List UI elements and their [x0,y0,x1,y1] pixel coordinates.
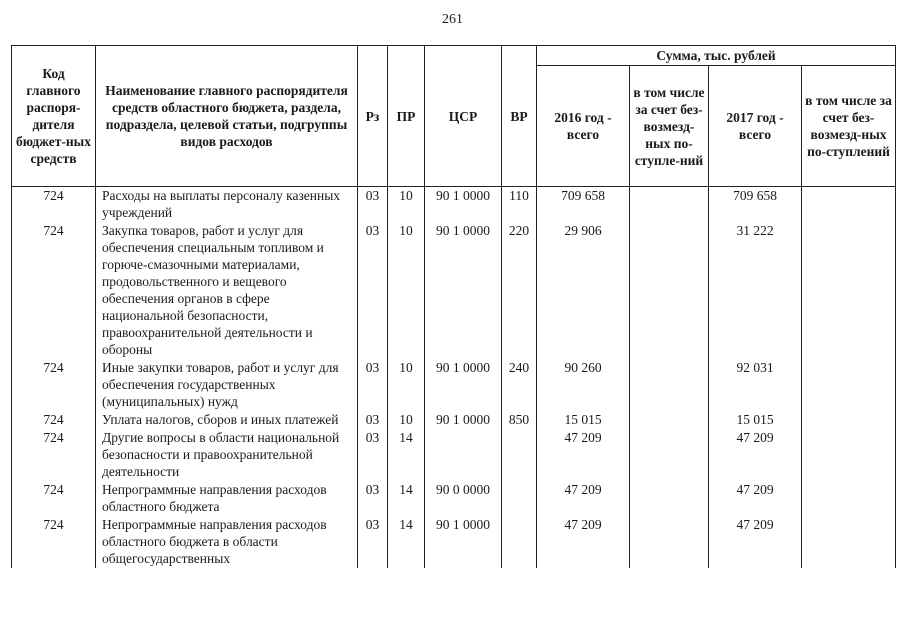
row-2017-grants [802,516,896,568]
row-2016-grants [630,429,709,481]
row-2017-grants [802,222,896,359]
row-pr: 10 [388,359,425,411]
row-code: 724 [12,187,96,223]
row-pr: 10 [388,222,425,359]
table-row [12,222,896,359]
row-name: Непрограммные направления расходов областного бюджета [96,481,358,516]
row-code: 724 [12,516,96,568]
row-rz: 03 [358,481,388,516]
budget-table [11,45,896,568]
header-code: Код главного распоря-дителя бюджет-ных средств [12,46,96,187]
table-row [12,411,896,429]
row-2017-grants [802,481,896,516]
row-name: Уплата налогов, сборов и иных платежей [96,411,358,429]
table-row [12,359,896,411]
row-csr: 90 1 0000 [425,222,502,359]
row-vr [502,429,537,481]
row-name: Закупка товаров, работ и услуг для обеспечения специальным топливом и горюче-смазочными материалами, продовольственного и вещевого обеспечения органов в сфере национальной безопасности, правоохранительной деятельности и обороны [96,222,358,359]
row-vr: 220 [502,222,537,359]
row-2016-total: 47 209 [537,516,630,568]
header-vr: ВР [502,46,537,187]
row-vr: 110 [502,187,537,223]
header-name: Наименование главного распорядителя средств областного бюджета, раздела, подраздела, целевой статьи, подгруппы видов расходов [96,46,358,187]
row-2016-total: 47 209 [537,481,630,516]
row-rz: 03 [358,516,388,568]
row-csr: 90 1 0000 [425,187,502,223]
row-csr: 90 0 0000 [425,481,502,516]
row-vr: 240 [502,359,537,411]
row-pr: 10 [388,411,425,429]
table-row [12,187,896,223]
row-2016-total: 90 260 [537,359,630,411]
row-pr: 14 [388,429,425,481]
row-2016-grants [630,411,709,429]
table-body [12,187,896,569]
row-2017-total: 15 015 [709,411,802,429]
table-row [12,429,896,481]
row-pr: 14 [388,481,425,516]
row-2016-total: 709 658 [537,187,630,223]
row-csr: 90 1 0000 [425,411,502,429]
row-name: Иные закупки товаров, работ и услуг для обеспечения государственных (муниципальных) нужд [96,359,358,411]
header-2017-grants: в том числе за счет без-возмезд-ных по-ступлений [802,66,896,187]
header-rz: Рз [358,46,388,187]
row-csr: 90 1 0000 [425,516,502,568]
row-2016-grants [630,187,709,223]
row-2016-total: 29 906 [537,222,630,359]
row-2017-grants [802,429,896,481]
row-code: 724 [12,222,96,359]
row-2017-total: 47 209 [709,429,802,481]
row-2017-total: 47 209 [709,481,802,516]
header-2016-grants: в том числе за счет без-возмезд-ных по-ступле-ний [630,66,709,187]
row-vr: 850 [502,411,537,429]
row-2017-grants [802,187,896,223]
row-2016-grants [630,481,709,516]
row-rz: 03 [358,429,388,481]
row-2017-grants [802,359,896,411]
table-row [12,516,896,568]
row-rz: 03 [358,411,388,429]
row-2017-total: 709 658 [709,187,802,223]
row-2016-total: 15 015 [537,411,630,429]
row-2016-total: 47 209 [537,429,630,481]
row-2017-total: 47 209 [709,516,802,568]
header-2016-total: 2016 год - всего [537,66,630,187]
header-csr: ЦСР [425,46,502,187]
row-code: 724 [12,429,96,481]
row-rz: 03 [358,222,388,359]
row-2017-total: 31 222 [709,222,802,359]
row-2016-grants [630,359,709,411]
header-pr: ПР [388,46,425,187]
header-2017-total: 2017 год - всего [709,66,802,187]
row-name: Непрограммные направления расходов областного бюджета в области общегосударственных [96,516,358,568]
header-sum-group: Сумма, тыс. рублей [537,46,896,66]
row-vr [502,516,537,568]
row-name: Другие вопросы в области национальной безопасности и правоохранительной деятельности [96,429,358,481]
row-2017-total: 92 031 [709,359,802,411]
row-csr [425,429,502,481]
row-rz: 03 [358,359,388,411]
row-name: Расходы на выплаты персоналу казенных учреждений [96,187,358,223]
row-vr [502,481,537,516]
row-2017-grants [802,411,896,429]
page-number: 261 [442,12,463,27]
row-code: 724 [12,411,96,429]
row-2016-grants [630,516,709,568]
row-2016-grants [630,222,709,359]
row-csr: 90 1 0000 [425,359,502,411]
row-code: 724 [12,481,96,516]
table-header [12,46,896,187]
row-pr: 10 [388,187,425,223]
row-pr: 14 [388,516,425,568]
table-row [12,481,896,516]
row-code: 724 [12,359,96,411]
row-rz: 03 [358,187,388,223]
